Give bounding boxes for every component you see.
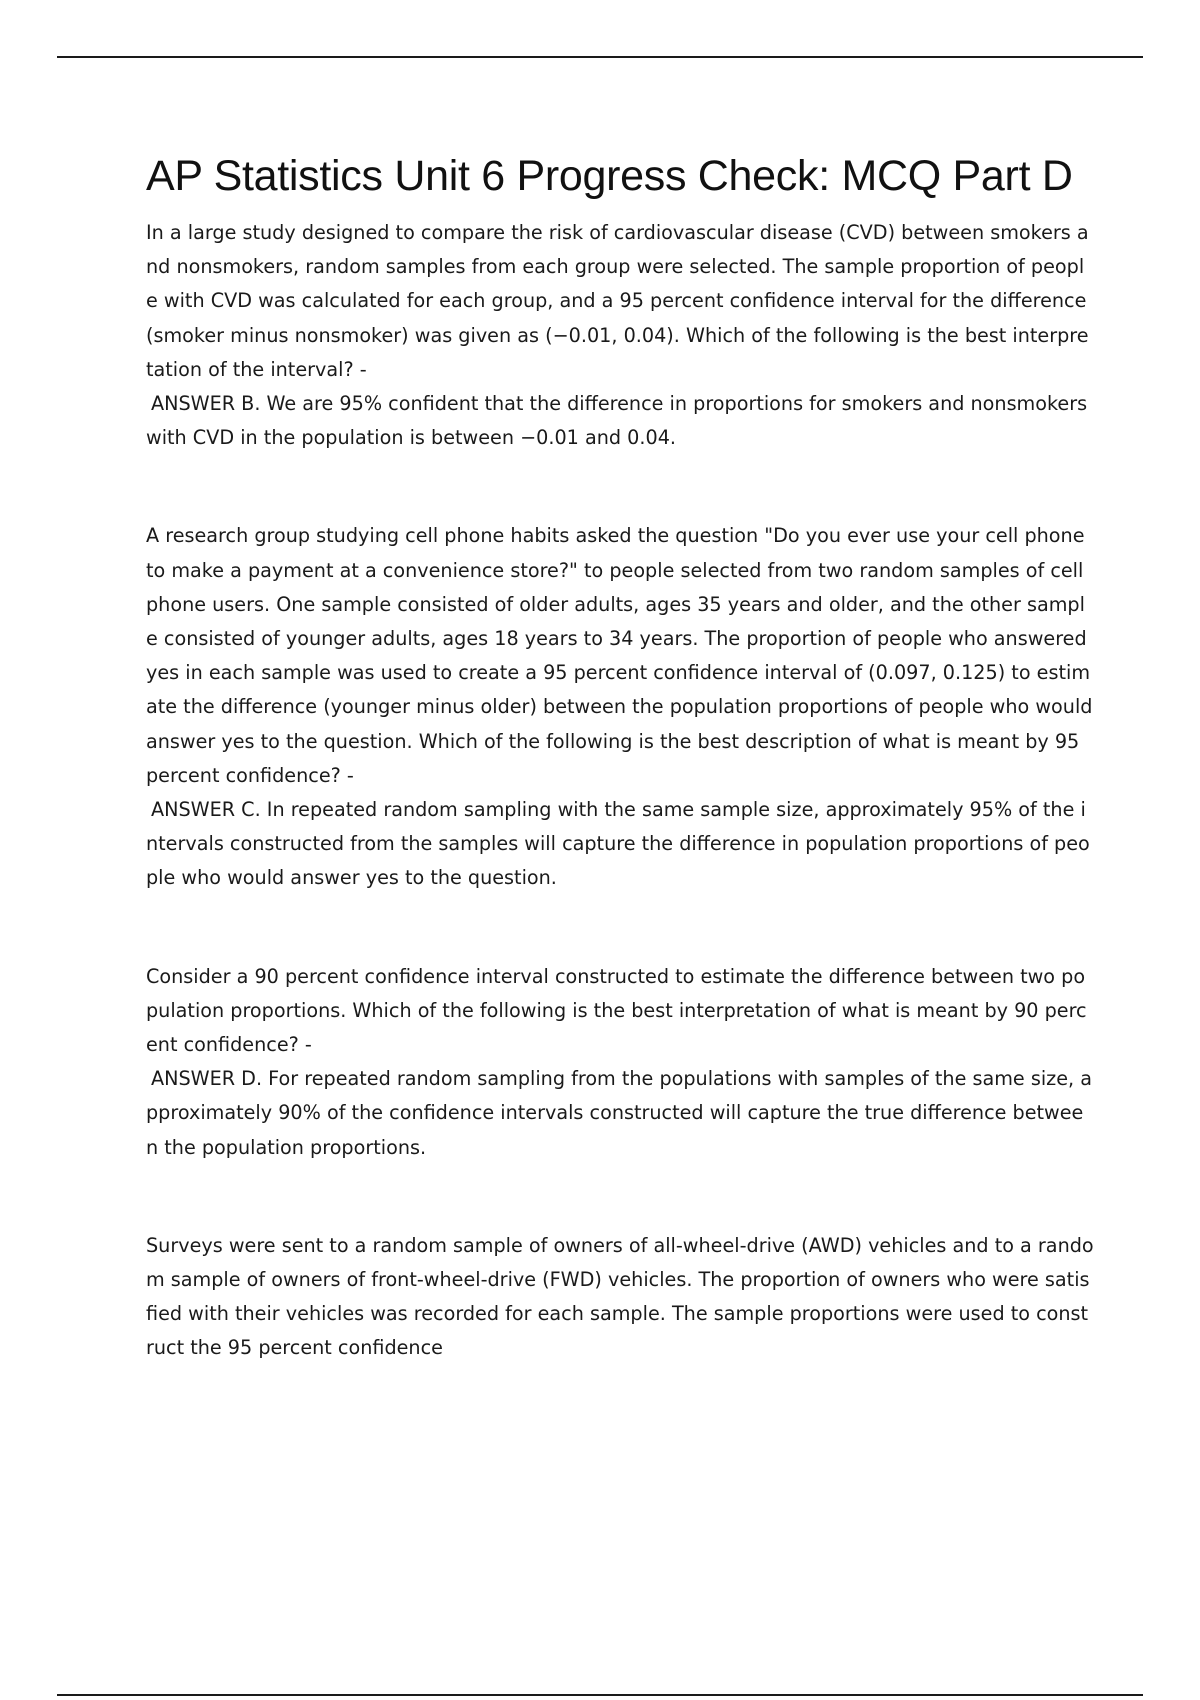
question-block-1 [146, 216, 1094, 455]
answer-text: ANSWER C. In repeated random sampling with the same sample size, approximately 95% of the intervals constructed from the samples will capture the difference in population proportions of people who would answer yes to the question. [146, 798, 1090, 890]
question-block-3 [146, 960, 1094, 1165]
spacer [146, 455, 1094, 519]
question-text: In a large study designed to compare the risk of cardiovascular disease (CVD) between smokers and nonsmokers, random samples from each group were selected. The sample proportion of people with CVD was calculated for each group, and a 95 percent confidence interval for the difference (smoker minus nonsmoker) was given as (−0.01, 0.04). Which of the following is the best interpretation of the interval? - [146, 221, 1089, 381]
question-block-2 [146, 519, 1094, 895]
spacer [146, 1165, 1094, 1229]
document-body [146, 146, 1094, 1366]
spacer [146, 896, 1094, 960]
answer-text: ANSWER D. For repeated random sampling from the populations with samples of the same size, approximately 90% of the confidence intervals constructed will capture the true difference between the population proportions. [146, 1067, 1092, 1159]
answer-text: ANSWER B. We are 95% confident that the difference in proportions for smokers and nonsmokers with CVD in the population is between −0.01 and 0.04. [146, 392, 1088, 450]
bottom-rule [57, 1694, 1143, 1696]
question-text: A research group studying cell phone habits asked the question "Do you ever use your cell phone to make a payment at a convenience store?" to people selected from two random samples of cell phone users. One sample consisted of older adults, ages 35 years and older, and the other sample consisted of younger adults, ages 18 years to 34 years. The proportion of people who answered yes in each sample was used to create a 95 percent confidence interval of (0.097, 0.125) to estimate the difference (younger minus older) between the population proportions of people who would answer yes to the question. Which of the following is the best description of what is meant by 95 percent confidence? - [146, 524, 1093, 787]
question-text: Consider a 90 percent confidence interval constructed to estimate the difference between two population proportions. Which of the following is the best interpretation of what is meant by 90 percent confidence? - [146, 964, 1087, 1057]
top-rule [57, 56, 1143, 58]
question-text: Surveys were sent to a random sample of owners of all-wheel-drive (AWD) vehicles and to a random sample of owners of front-wheel-drive (FWD) vehicles. The proportion of owners who were satisfied with their vehicles was recorded for each sample. The sample proportions were used to construct the 95 percent confidence [146, 1233, 1094, 1360]
question-block-4 [146, 1229, 1094, 1366]
page-title: AP Statistics Unit 6 Progress Check: MCQ Part D [146, 152, 1073, 200]
